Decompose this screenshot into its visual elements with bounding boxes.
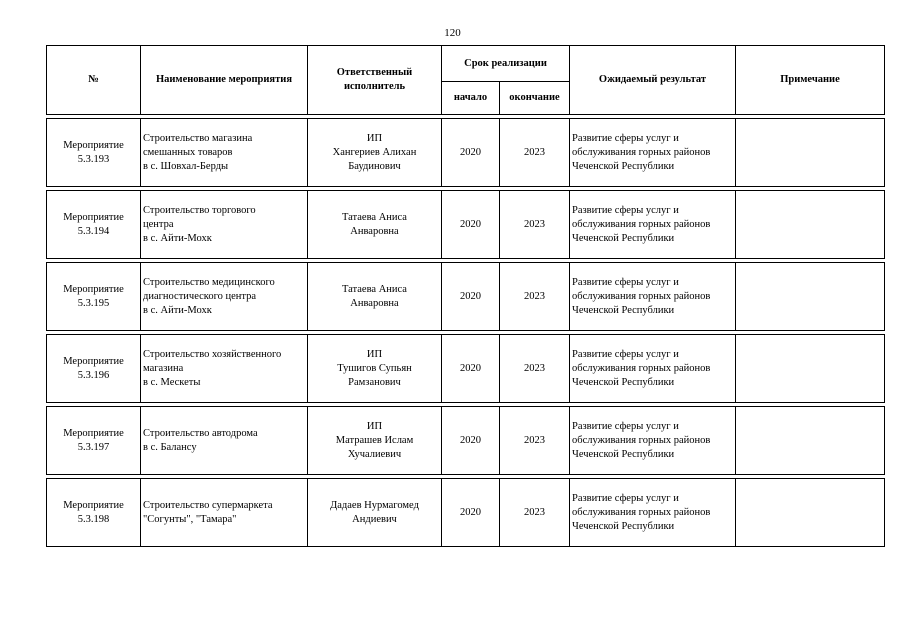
activity-id-line: 5.3.197 — [77, 441, 110, 453]
table-row — [47, 119, 885, 187]
expected-result-line: Чеченской Республики — [572, 160, 675, 172]
table-row — [47, 479, 885, 547]
note-cell — [736, 335, 885, 403]
responsible-cell — [308, 479, 442, 547]
start-year-cell: 2020 — [442, 335, 500, 403]
header-row — [47, 46, 885, 82]
responsible-line: Анваровна — [350, 297, 399, 309]
table-row — [47, 263, 885, 331]
activity-name-cell — [141, 119, 308, 187]
responsible-line: Тушигов Супьян — [337, 362, 412, 374]
table-row — [47, 335, 885, 403]
activity-id-line: Мероприятие — [63, 427, 124, 439]
responsible-cell — [308, 407, 442, 475]
activity-name-cell — [141, 335, 308, 403]
activity-id-line: Мероприятие — [63, 211, 124, 223]
activity-id-cell — [47, 479, 141, 547]
responsible-line: ИП — [366, 348, 383, 360]
activity-name-cell — [141, 479, 308, 547]
note-cell — [736, 407, 885, 475]
responsible-line: Хучалиевич — [347, 448, 402, 460]
expected-result-line: Развитие сферы услуг и — [572, 276, 679, 288]
activity-id-line: Мероприятие — [63, 283, 124, 295]
responsible-cell — [308, 191, 442, 259]
activity-id-line: 5.3.195 — [77, 297, 110, 309]
activity-id-cell — [47, 119, 141, 187]
activity-name-cell — [141, 263, 308, 331]
activity-name-line: Строительство магазина — [143, 132, 253, 144]
expected-result-cell — [570, 479, 736, 547]
responsible-line: ИП — [366, 132, 383, 144]
header-note: Примечание — [736, 46, 885, 115]
responsible-line: Андиевич — [352, 513, 397, 525]
note-cell — [736, 479, 885, 547]
activities-table — [46, 45, 885, 547]
note-cell — [736, 191, 885, 259]
activity-name-line: "Согунты", "Тамара" — [143, 513, 237, 525]
responsible-line: Дадаев Нурмагомед — [330, 499, 419, 511]
responsible-line: Баудинович — [348, 160, 401, 172]
end-year-cell: 2023 — [500, 119, 570, 187]
table-row — [47, 191, 885, 259]
expected-result-cell — [570, 191, 736, 259]
activity-name-line: Строительство торгового — [143, 204, 256, 216]
activity-name-line: диагностического центра — [143, 290, 257, 302]
start-year-cell: 2020 — [442, 479, 500, 547]
activity-name-cell — [141, 191, 308, 259]
responsible-line: ИП — [366, 420, 383, 432]
start-year-cell: 2020 — [442, 119, 500, 187]
expected-result-cell — [570, 335, 736, 403]
end-year-cell: 2023 — [500, 479, 570, 547]
expected-result-line: Развитие сферы услуг и — [572, 492, 679, 504]
note-cell — [736, 263, 885, 331]
activity-id-line: 5.3.194 — [77, 225, 110, 237]
header-start: начало — [442, 82, 500, 115]
activity-id-cell — [47, 191, 141, 259]
responsible-line: Хангериев Алихан — [332, 146, 417, 158]
responsible-line: Татаева Аниса — [342, 211, 407, 223]
header-responsible — [308, 46, 442, 115]
responsible-cell — [308, 119, 442, 187]
expected-result-line: обслуживания горных районов — [572, 506, 711, 518]
header-num: № — [47, 46, 141, 115]
start-year-cell: 2020 — [442, 407, 500, 475]
activity-name-line: в с. Шовхал-Берды — [143, 160, 229, 172]
activity-id-line: 5.3.193 — [77, 153, 110, 165]
expected-result-line: Развитие сферы услуг и — [572, 348, 679, 360]
activity-name-line: Строительство хозяйственного — [143, 348, 282, 360]
activity-id-line: 5.3.198 — [77, 513, 110, 525]
note-cell — [736, 119, 885, 187]
expected-result-line: обслуживания горных районов — [572, 362, 711, 374]
activity-id-cell — [47, 407, 141, 475]
activity-name-cell — [141, 407, 308, 475]
activity-name-line: в с. Айти-Мохк — [143, 304, 212, 316]
responsible-line: Матрашев Ислам — [335, 434, 414, 446]
activity-name-line: в с. Айти-Мохк — [143, 232, 212, 244]
expected-result-line: Чеченской Республики — [572, 520, 675, 532]
expected-result-cell — [570, 119, 736, 187]
activity-name-line: магазина — [143, 362, 184, 374]
activity-id-line: Мероприятие — [63, 139, 124, 151]
end-year-cell: 2023 — [500, 263, 570, 331]
expected-result-cell — [570, 407, 736, 475]
expected-result-line: Чеченской Республики — [572, 448, 675, 460]
activity-name-line: Строительство супермаркета — [143, 499, 273, 511]
page-number: 120 — [444, 27, 461, 39]
activity-id-cell — [47, 263, 141, 331]
expected-result-line: обслуживания горных районов — [572, 290, 711, 302]
activity-name-line: в с. Мескеты — [143, 376, 201, 388]
activity-id-line: Мероприятие — [63, 499, 124, 511]
end-year-cell: 2023 — [500, 191, 570, 259]
header-period: Срок реализации — [442, 46, 570, 82]
end-year-cell: 2023 — [500, 335, 570, 403]
activity-name-line: Строительство медицинского — [143, 276, 275, 288]
activity-id-line: 5.3.196 — [77, 369, 110, 381]
expected-result-line: Чеченской Республики — [572, 304, 675, 316]
responsible-line: Анваровна — [350, 225, 399, 237]
header-result: Ожидаемый результат — [570, 46, 736, 115]
expected-result-line: обслуживания горных районов — [572, 218, 711, 230]
header-responsible-line: исполнитель — [343, 81, 406, 92]
expected-result-cell — [570, 263, 736, 331]
expected-result-line: Развитие сферы услуг и — [572, 420, 679, 432]
start-year-cell: 2020 — [442, 263, 500, 331]
table-body — [47, 115, 885, 547]
responsible-line: Рамзанович — [348, 376, 401, 388]
expected-result-line: Чеченской Республики — [572, 232, 675, 244]
header-name: Наименование мероприятия — [141, 46, 308, 115]
end-year-cell: 2023 — [500, 407, 570, 475]
activity-name-line: Строительство автодрома — [143, 427, 258, 439]
start-year-cell: 2020 — [442, 191, 500, 259]
responsible-cell — [308, 335, 442, 403]
expected-result-line: обслуживания горных районов — [572, 434, 711, 446]
expected-result-line: обслуживания горных районов — [572, 146, 711, 158]
header-responsible-line: Ответственный — [336, 67, 413, 78]
expected-result-line: Развитие сферы услуг и — [572, 204, 679, 216]
activity-name-line: в с. Балансу — [143, 441, 197, 453]
activity-id-line: Мероприятие — [63, 355, 124, 367]
table-row — [47, 407, 885, 475]
expected-result-line: Развитие сферы услуг и — [572, 132, 679, 144]
header-end: окончание — [500, 82, 570, 115]
expected-result-line: Чеченской Республики — [572, 376, 675, 388]
responsible-cell — [308, 263, 442, 331]
activity-id-cell — [47, 335, 141, 403]
activity-name-line: центра — [143, 218, 174, 230]
activity-name-line: смешанных товаров — [143, 146, 233, 158]
responsible-line: Татаева Аниса — [342, 283, 407, 295]
